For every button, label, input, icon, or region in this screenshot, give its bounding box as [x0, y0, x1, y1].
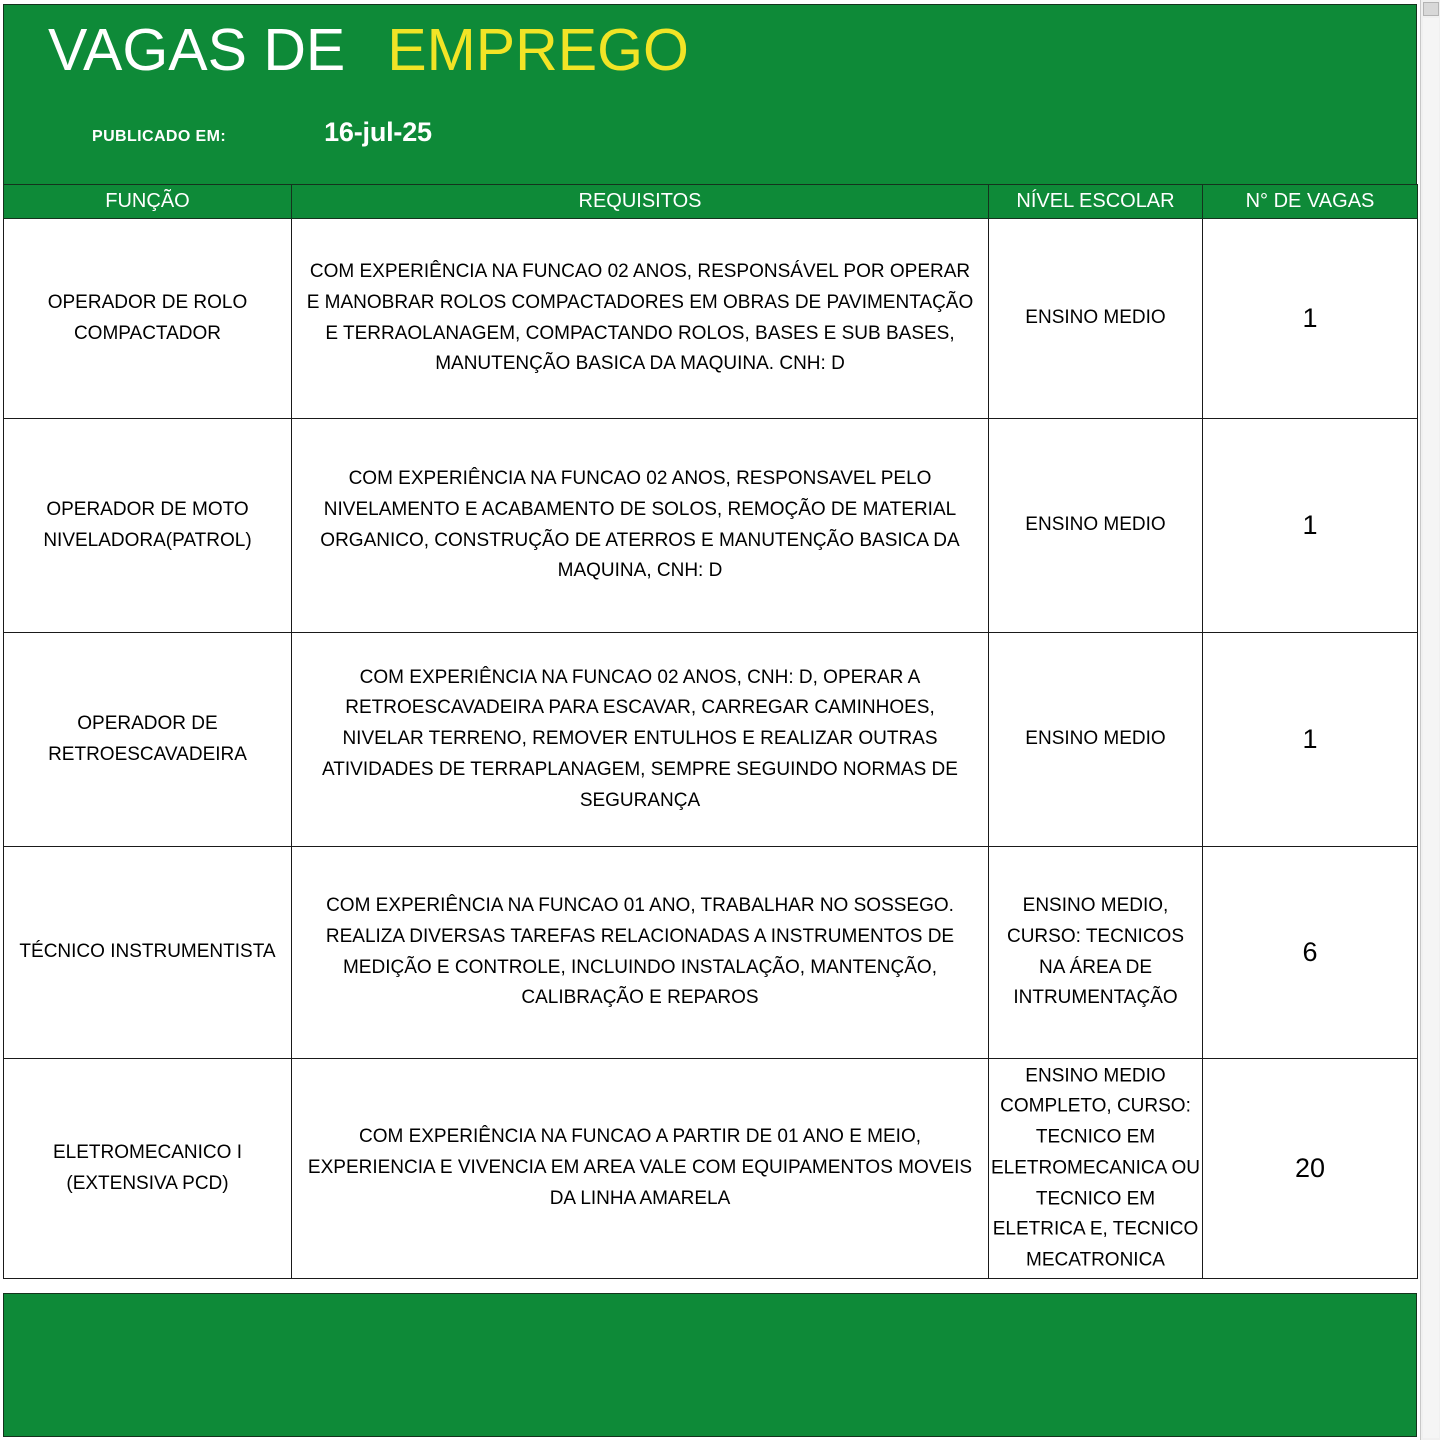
footer-green-block	[3, 1293, 1417, 1437]
table-body	[4, 219, 1418, 1279]
cell-nivel-escolar-overflow-text: ENSINO MEDIO COMPLETO, CURSO: TECNICO EM ELETROMECANICA OU TECNICO EM ELETRICA E, TECNICO MECATRONICA	[990, 1064, 1201, 1271]
cell-requisitos[interactable]: COM EXPERIÊNCIA NA FUNCAO 02 ANOS, CNH: D, OPERAR A RETROESCAVADEIRA PARA ESCAVAR, CARREGAR CAMINHOES, NIVELAR TERRENO, REMOVER ENTULHOS E REALIZAR OUTRAS ATIVIDADES DE TERRAPLANAGEM, SEMPRE SEGUINDO NORMAS DE SEGURANÇA	[292, 633, 989, 847]
cell-nivel-escolar[interactable]: ENSINO MEDIO	[989, 419, 1203, 633]
cell-nivel-escolar[interactable]: ENSINO MEDIO	[989, 633, 1203, 847]
published-row	[92, 117, 432, 148]
cell-requisitos[interactable]: COM EXPERIÊNCIA NA FUNCAO 02 ANOS, RESPONSÁVEL POR OPERAR E MANOBRAR ROLOS COMPACTADORES EM OBRAS DE PAVIMENTAÇÃO E TERRAOLANAGEM, COMPACTANDO ROLOS, BASES E SUB BASES, MANUTENÇÃO BASICA DA MAQUINA. CNH: D	[292, 219, 989, 419]
column-header-nivel-escolar[interactable]: NÍVEL ESCOLAR	[989, 185, 1203, 219]
cell-nivel-escolar[interactable]: ENSINO MEDIO	[989, 219, 1203, 419]
cell-numero-vagas[interactable]: 1	[1203, 633, 1418, 847]
published-label: PUBLICADO EM:	[92, 128, 227, 145]
cell-nivel-escolar[interactable]: ENSINO MEDIO, CURSO: TECNICOS NA ÁREA DE INTRUMENTAÇÃO	[989, 847, 1203, 1059]
title-accent-text: EMPREGO	[387, 17, 689, 83]
table-row[interactable]	[4, 1059, 1418, 1279]
table-row[interactable]	[4, 633, 1418, 847]
vertical-scrollbar-thumb[interactable]	[1423, 2, 1439, 16]
cell-funcao[interactable]: OPERADOR DE ROLO COMPACTADOR	[4, 219, 292, 419]
cell-funcao[interactable]: TÉCNICO INSTRUMENTISTA	[4, 847, 292, 1059]
title-main-text: VAGAS DE	[48, 17, 346, 83]
cell-numero-vagas[interactable]: 1	[1203, 419, 1418, 633]
banner-header	[3, 4, 1417, 184]
column-header-requisitos[interactable]: REQUISITOS	[292, 185, 989, 219]
table-header-row	[4, 185, 1418, 219]
cell-numero-vagas[interactable]: 1	[1203, 219, 1418, 419]
vagas-table	[3, 184, 1418, 1279]
cell-funcao[interactable]: OPERADOR DE MOTO NIVELADORA(PATROL)	[4, 419, 292, 633]
column-header-numero-vagas[interactable]: N° DE VAGAS	[1203, 185, 1418, 219]
vertical-scrollbar[interactable]	[1420, 0, 1440, 1440]
table-row[interactable]	[4, 847, 1418, 1059]
published-date: 16-jul-25	[324, 117, 432, 147]
cell-requisitos[interactable]: COM EXPERIÊNCIA NA FUNCAO 02 ANOS, RESPONSAVEL PELO NIVELAMENTO E ACABAMENTO DE SOLOS, REMOÇÃO DE MATERIAL ORGANICO, CONSTRUÇÃO DE ATERROS E MANUTENÇÃO BASICA DA MAQUINA, CNH: D	[292, 419, 989, 633]
cell-funcao[interactable]: ELETROMECANICO I (EXTENSIVA PCD)	[4, 1059, 292, 1279]
cell-numero-vagas[interactable]: 6	[1203, 847, 1418, 1059]
cell-requisitos[interactable]: COM EXPERIÊNCIA NA FUNCAO A PARTIR DE 01 ANO E MEIO, EXPERIENCIA E VIVENCIA EM AREA VALE COM EQUIPAMENTOS MOVEIS DA LINHA AMARELA	[292, 1059, 989, 1279]
banner-title	[48, 17, 689, 83]
column-header-funcao[interactable]: FUNÇÃO	[4, 185, 292, 219]
table-row[interactable]	[4, 219, 1418, 419]
sheet-scroll-area[interactable]	[3, 0, 1420, 1440]
cell-requisitos[interactable]: COM EXPERIÊNCIA NA FUNCAO 01 ANO, TRABALHAR NO SOSSEGO. REALIZA DIVERSAS TAREFAS RELACIONADAS A INSTRUMENTOS DE MEDIÇÃO E CONTROLE, INCLUINDO INSTALAÇÃO, MANTENÇÃO, CALIBRAÇÃO E REPAROS	[292, 847, 989, 1059]
table-header	[4, 185, 1418, 219]
vertical-scrollbar-track[interactable]	[1423, 18, 1439, 1438]
cell-nivel-escolar[interactable]	[989, 1059, 1203, 1279]
cell-numero-vagas[interactable]: 20	[1203, 1059, 1418, 1279]
table-row[interactable]	[4, 419, 1418, 633]
cell-funcao[interactable]: OPERADOR DE RETROESCAVADEIRA	[4, 633, 292, 847]
